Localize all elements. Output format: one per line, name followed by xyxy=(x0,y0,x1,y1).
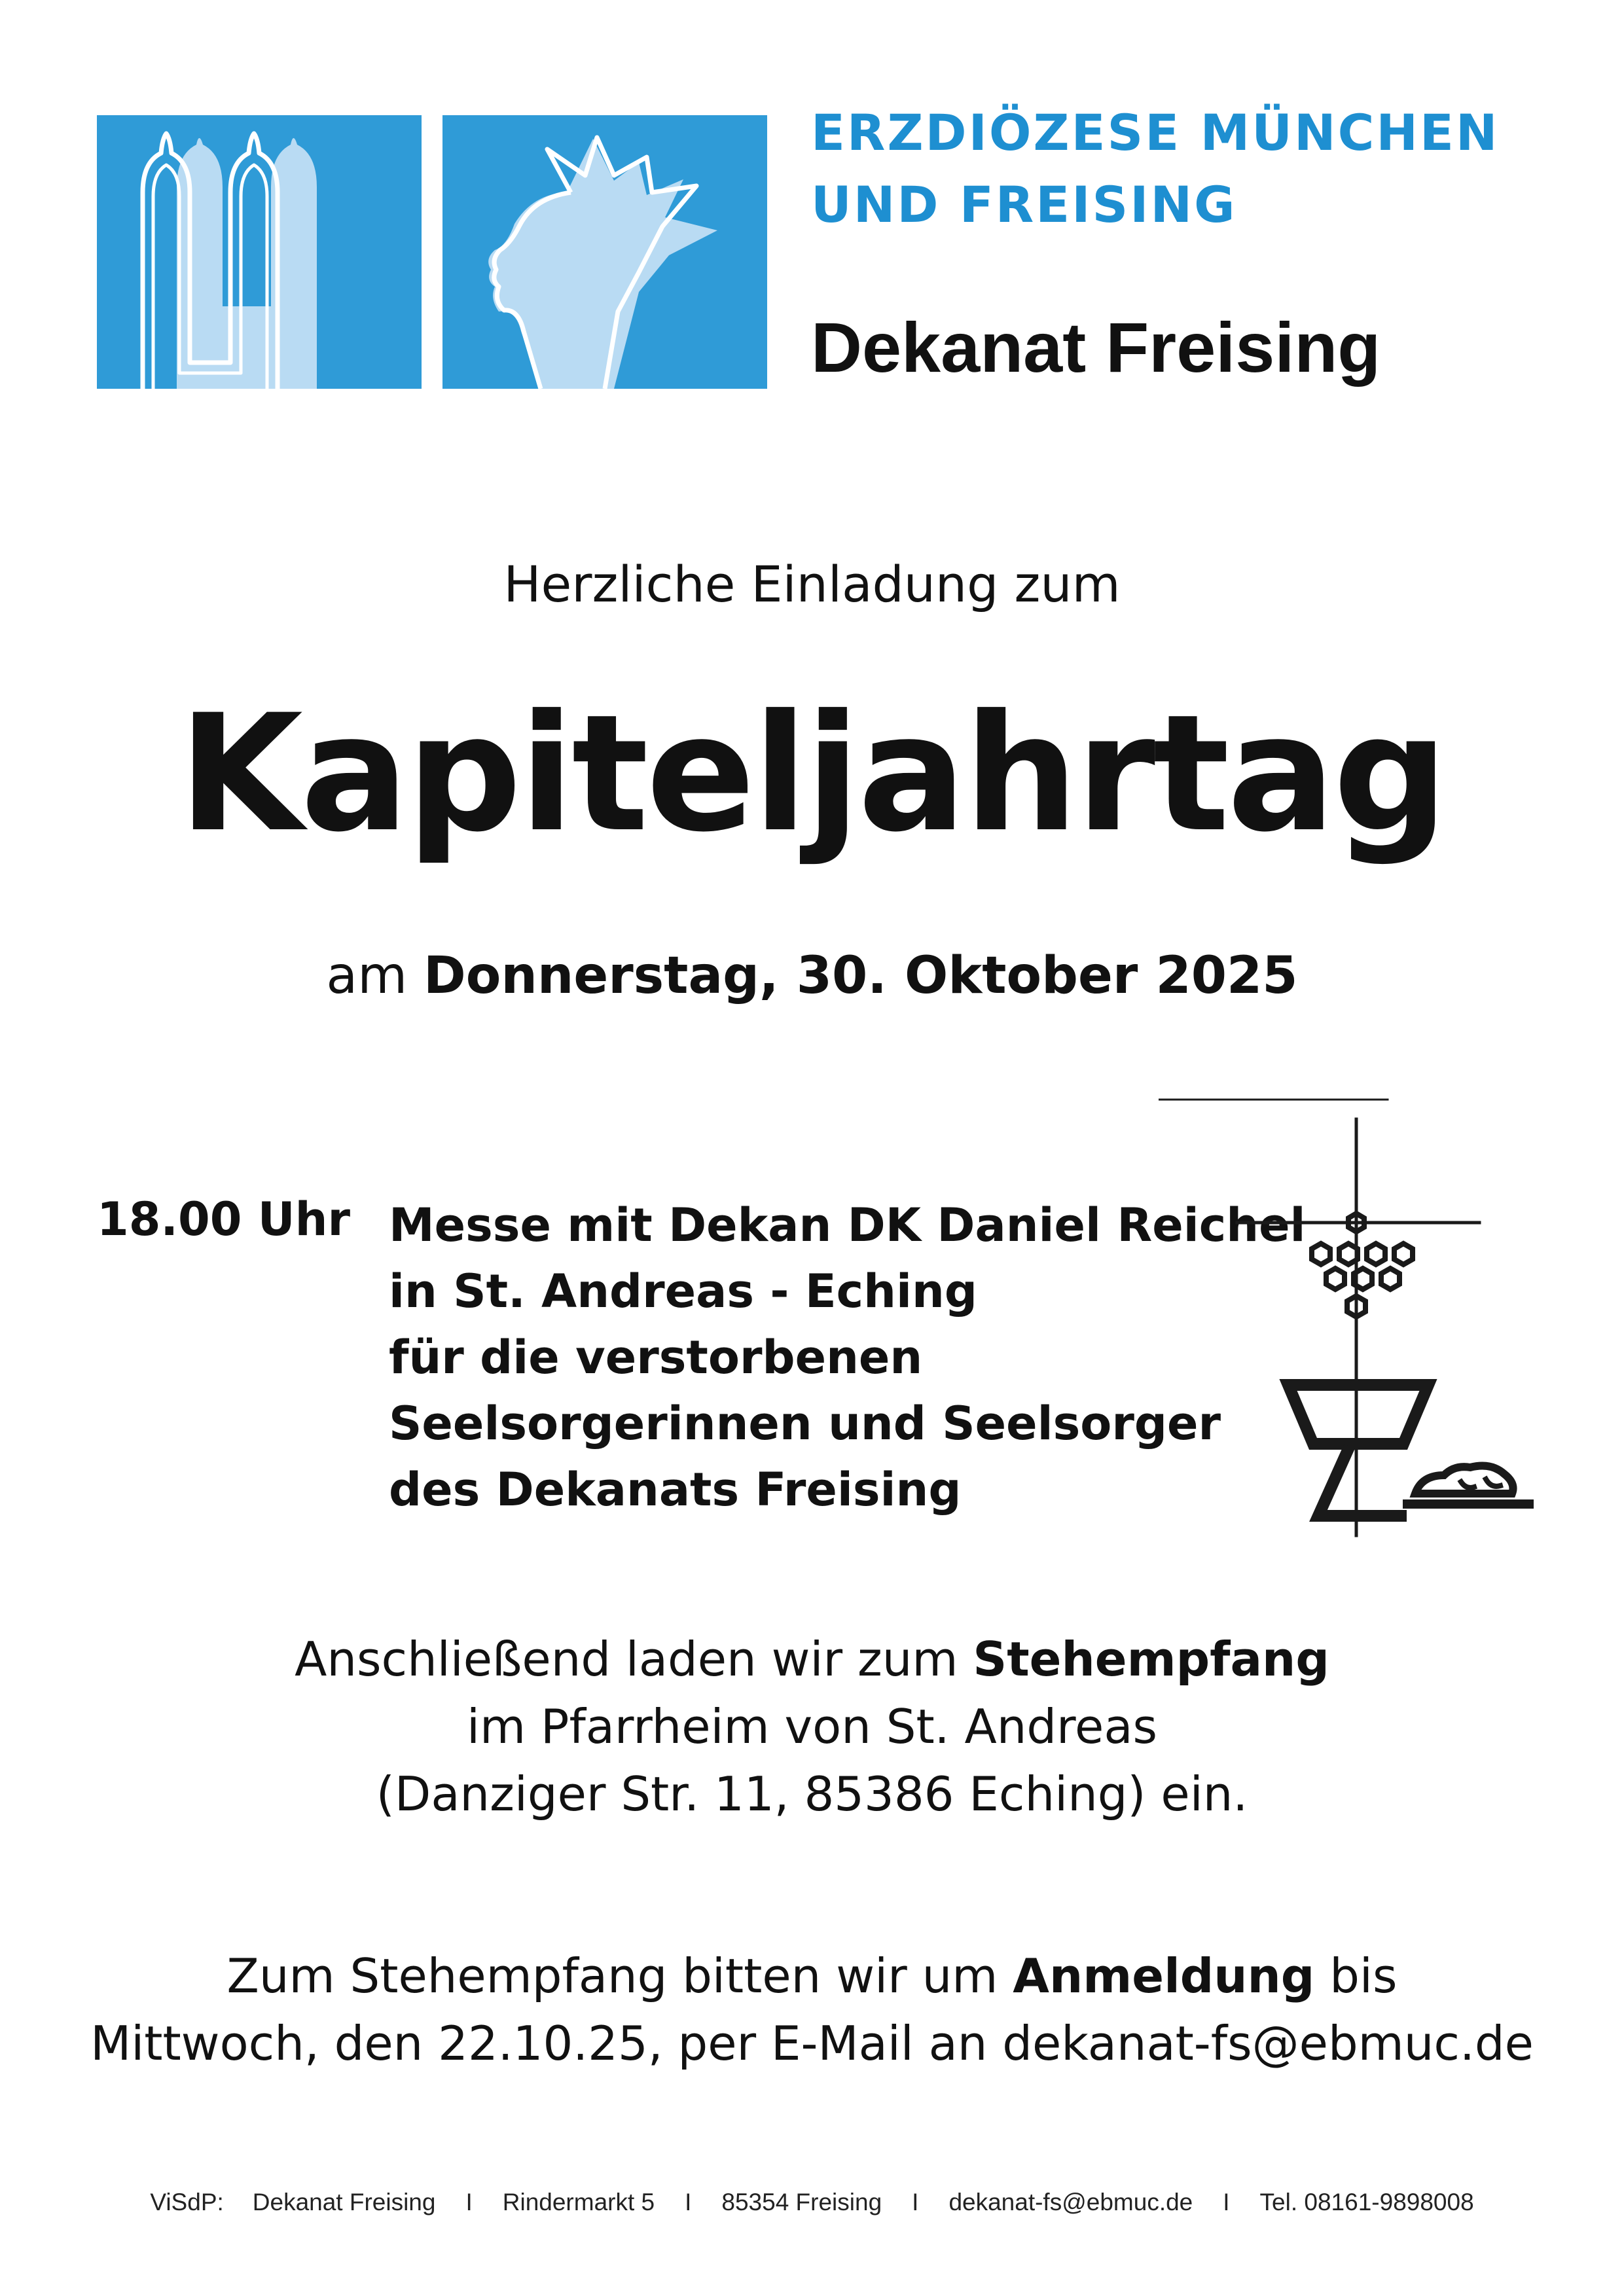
date-prefix: am xyxy=(326,946,424,1005)
invitation-intro: Herzliche Einladung zum xyxy=(503,555,1121,613)
event-title: Kapiteljahrtag xyxy=(178,681,1446,868)
footer-city: 85354 Freising xyxy=(721,2189,882,2215)
reception-line-2: im Pfarrheim von St. Andreas xyxy=(467,1699,1157,1754)
footer-separator: I xyxy=(685,2189,692,2215)
mass-line: für die verstorbenen xyxy=(389,1331,923,1384)
date-value: Donnerstag, 30. Oktober 2025 xyxy=(424,946,1298,1005)
footer-separator: I xyxy=(912,2189,919,2215)
footer-separator: I xyxy=(1223,2189,1230,2215)
footer-name: Dekanat Freising xyxy=(252,2189,436,2215)
registration-highlight: Anmeldung xyxy=(1013,1948,1315,2003)
footer-phone: Tel. 08161-9898008 xyxy=(1259,2189,1474,2215)
mass-time: 18.00 Uhr xyxy=(97,1193,350,1246)
event-date xyxy=(0,946,1624,1005)
footer-imprint xyxy=(0,2189,1624,2216)
reception-line-1 xyxy=(0,1626,1624,1693)
mass-line: Messe mit Dekan DK Daniel Reichel xyxy=(389,1198,1306,1252)
frauenkirche-towers-logo xyxy=(97,115,422,389)
footer-street: Rindermarkt 5 xyxy=(502,2189,655,2215)
crowned-moor-logo xyxy=(442,115,767,389)
reception-info xyxy=(0,1626,1624,1828)
footer-visdp: ViSdP: xyxy=(150,2189,224,2215)
mass-line: in St. Andreas - Eching xyxy=(389,1265,977,1318)
registration-line-2: Mittwoch, den 22.10.25, per E-Mail an dekanat-fs@ebmuc.de xyxy=(90,2016,1534,2071)
org-name-line-2: UND FREISING xyxy=(811,175,1237,234)
org-name-line-1: ERZDIÖZESE MÜNCHEN xyxy=(811,103,1500,162)
registration-line-1 xyxy=(0,1943,1624,2010)
registration-info xyxy=(0,1943,1624,2077)
mass-line: des Dekanats Freising xyxy=(389,1463,962,1516)
dekanat-name: Dekanat Freising xyxy=(811,308,1381,387)
chalice-grapes-cross-icon xyxy=(1159,1097,1538,1555)
footer-separator: I xyxy=(465,2189,473,2215)
mass-line: Seelsorgerinnen und Seelsorger xyxy=(389,1397,1221,1450)
registration-prefix: Zum Stehempfang bitten wir um xyxy=(226,1948,1013,2003)
reception-line-3: (Danziger Str. 11, 85386 Eching) ein. xyxy=(376,1767,1248,1821)
reception-prefix: Anschließend laden wir zum xyxy=(295,1632,973,1687)
reception-highlight: Stehempfang xyxy=(973,1632,1329,1687)
registration-suffix: bis xyxy=(1314,1948,1398,2003)
footer-email: dekanat-fs@ebmuc.de xyxy=(948,2189,1193,2215)
